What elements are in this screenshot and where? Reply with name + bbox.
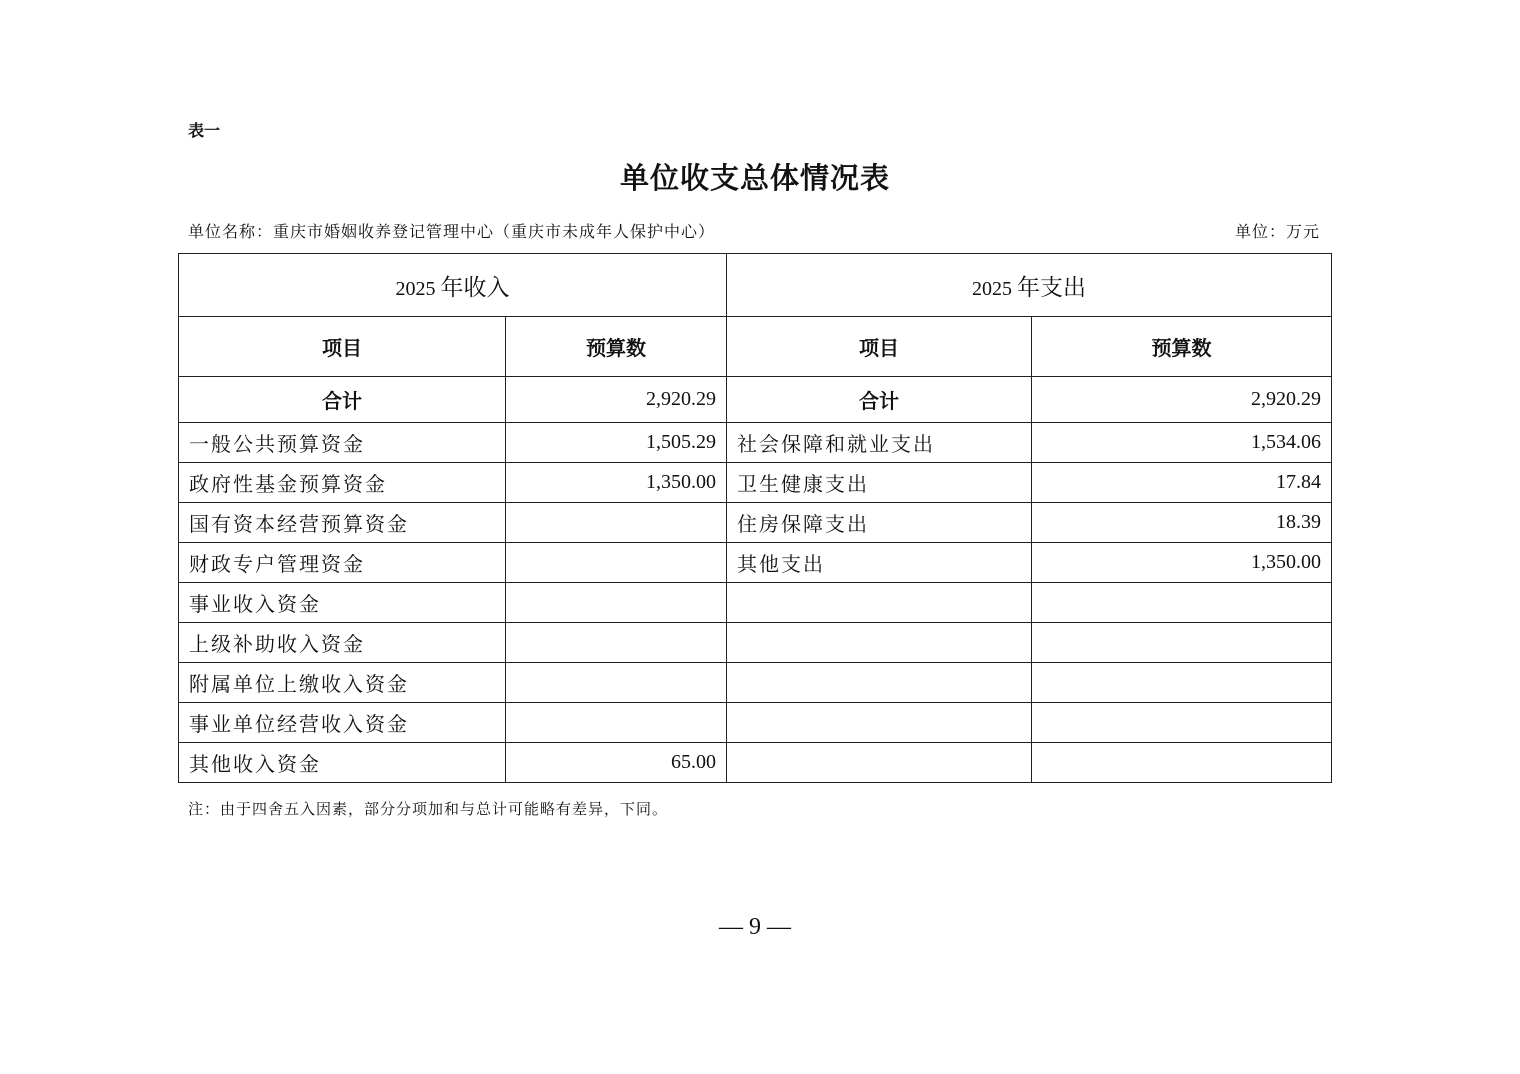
expense-amount: 17.84 xyxy=(1032,463,1332,503)
unit-name: 单位名称：重庆市婚姻收养登记管理中心（重庆市未成年人保护中心） xyxy=(188,222,716,241)
expense-item: 住房保障支出 xyxy=(727,503,1032,543)
expense-amount xyxy=(1032,583,1332,623)
expense-item xyxy=(727,663,1032,703)
income-item-column-header: 项目 xyxy=(179,317,506,377)
income-item: 国有资本经营预算资金 xyxy=(179,503,506,543)
total-row xyxy=(179,377,1332,423)
table-label: 表一 xyxy=(188,121,221,140)
table-row xyxy=(179,503,1332,543)
income-amount xyxy=(506,703,727,743)
income-item: 财政专户管理资金 xyxy=(179,543,506,583)
income-budget-column-header: 预算数 xyxy=(506,317,727,377)
expense-item xyxy=(727,583,1032,623)
expense-header-year: 2025 xyxy=(972,277,1012,300)
expense-item-column-header: 项目 xyxy=(727,317,1032,377)
expense-amount xyxy=(1032,703,1332,743)
expense-amount: 18.39 xyxy=(1032,503,1332,543)
income-item: 上级补助收入资金 xyxy=(179,623,506,663)
income-section-header xyxy=(179,254,727,317)
section-header-row xyxy=(179,254,1332,317)
unit-label: 单位：万元 xyxy=(1234,222,1320,241)
expense-amount xyxy=(1032,663,1332,703)
income-header-year: 2025 xyxy=(395,277,436,300)
page-number: — 9 — xyxy=(719,914,791,940)
expense-item xyxy=(727,623,1032,663)
table-row xyxy=(179,583,1332,623)
expense-total-value: 2,920.29 xyxy=(1032,377,1332,423)
footnote: 注：由于四舍五入因素，部分分项加和与总计可能略有差异，下同。 xyxy=(188,800,669,818)
page-title: 单位收支总体情况表 xyxy=(619,161,890,195)
column-header-row xyxy=(179,317,1332,377)
income-total-value: 2,920.29 xyxy=(506,377,727,423)
income-item: 一般公共预算资金 xyxy=(179,423,506,463)
expense-item xyxy=(727,703,1032,743)
expense-item: 社会保障和就业支出 xyxy=(727,423,1032,463)
expense-item xyxy=(727,743,1032,783)
table-row xyxy=(179,703,1332,743)
table-row xyxy=(179,543,1332,583)
income-total-label: 合计 xyxy=(179,377,506,423)
income-amount: 1,505.29 xyxy=(506,423,727,463)
expense-amount xyxy=(1032,623,1332,663)
expense-total-label: 合计 xyxy=(727,377,1032,423)
expense-section-header xyxy=(727,254,1332,317)
income-item: 事业收入资金 xyxy=(179,583,506,623)
table-row xyxy=(179,743,1332,783)
expense-amount xyxy=(1032,743,1332,783)
income-item: 政府性基金预算资金 xyxy=(179,463,506,503)
expense-item: 其他支出 xyxy=(727,543,1032,583)
table-row xyxy=(179,623,1332,663)
expense-amount: 1,350.00 xyxy=(1032,543,1332,583)
income-amount xyxy=(506,543,727,583)
income-item: 其他收入资金 xyxy=(179,743,506,783)
table-row xyxy=(179,463,1332,503)
budget-table xyxy=(178,253,1332,783)
income-amount xyxy=(506,503,727,543)
expense-item: 卫生健康支出 xyxy=(727,463,1032,503)
expense-amount: 1,534.06 xyxy=(1032,423,1332,463)
income-item: 附属单位上缴收入资金 xyxy=(179,663,506,703)
table-row xyxy=(179,423,1332,463)
income-amount xyxy=(506,663,727,703)
table-row xyxy=(179,663,1332,703)
income-amount: 1,350.00 xyxy=(506,463,727,503)
income-header-text: 年收入 xyxy=(440,274,510,301)
income-amount: 65.00 xyxy=(506,743,727,783)
expense-budget-column-header: 预算数 xyxy=(1032,317,1332,377)
expense-header-text: 年支出 xyxy=(1017,274,1086,301)
income-amount xyxy=(506,623,727,663)
income-amount xyxy=(506,583,727,623)
income-item: 事业单位经营收入资金 xyxy=(179,703,506,743)
